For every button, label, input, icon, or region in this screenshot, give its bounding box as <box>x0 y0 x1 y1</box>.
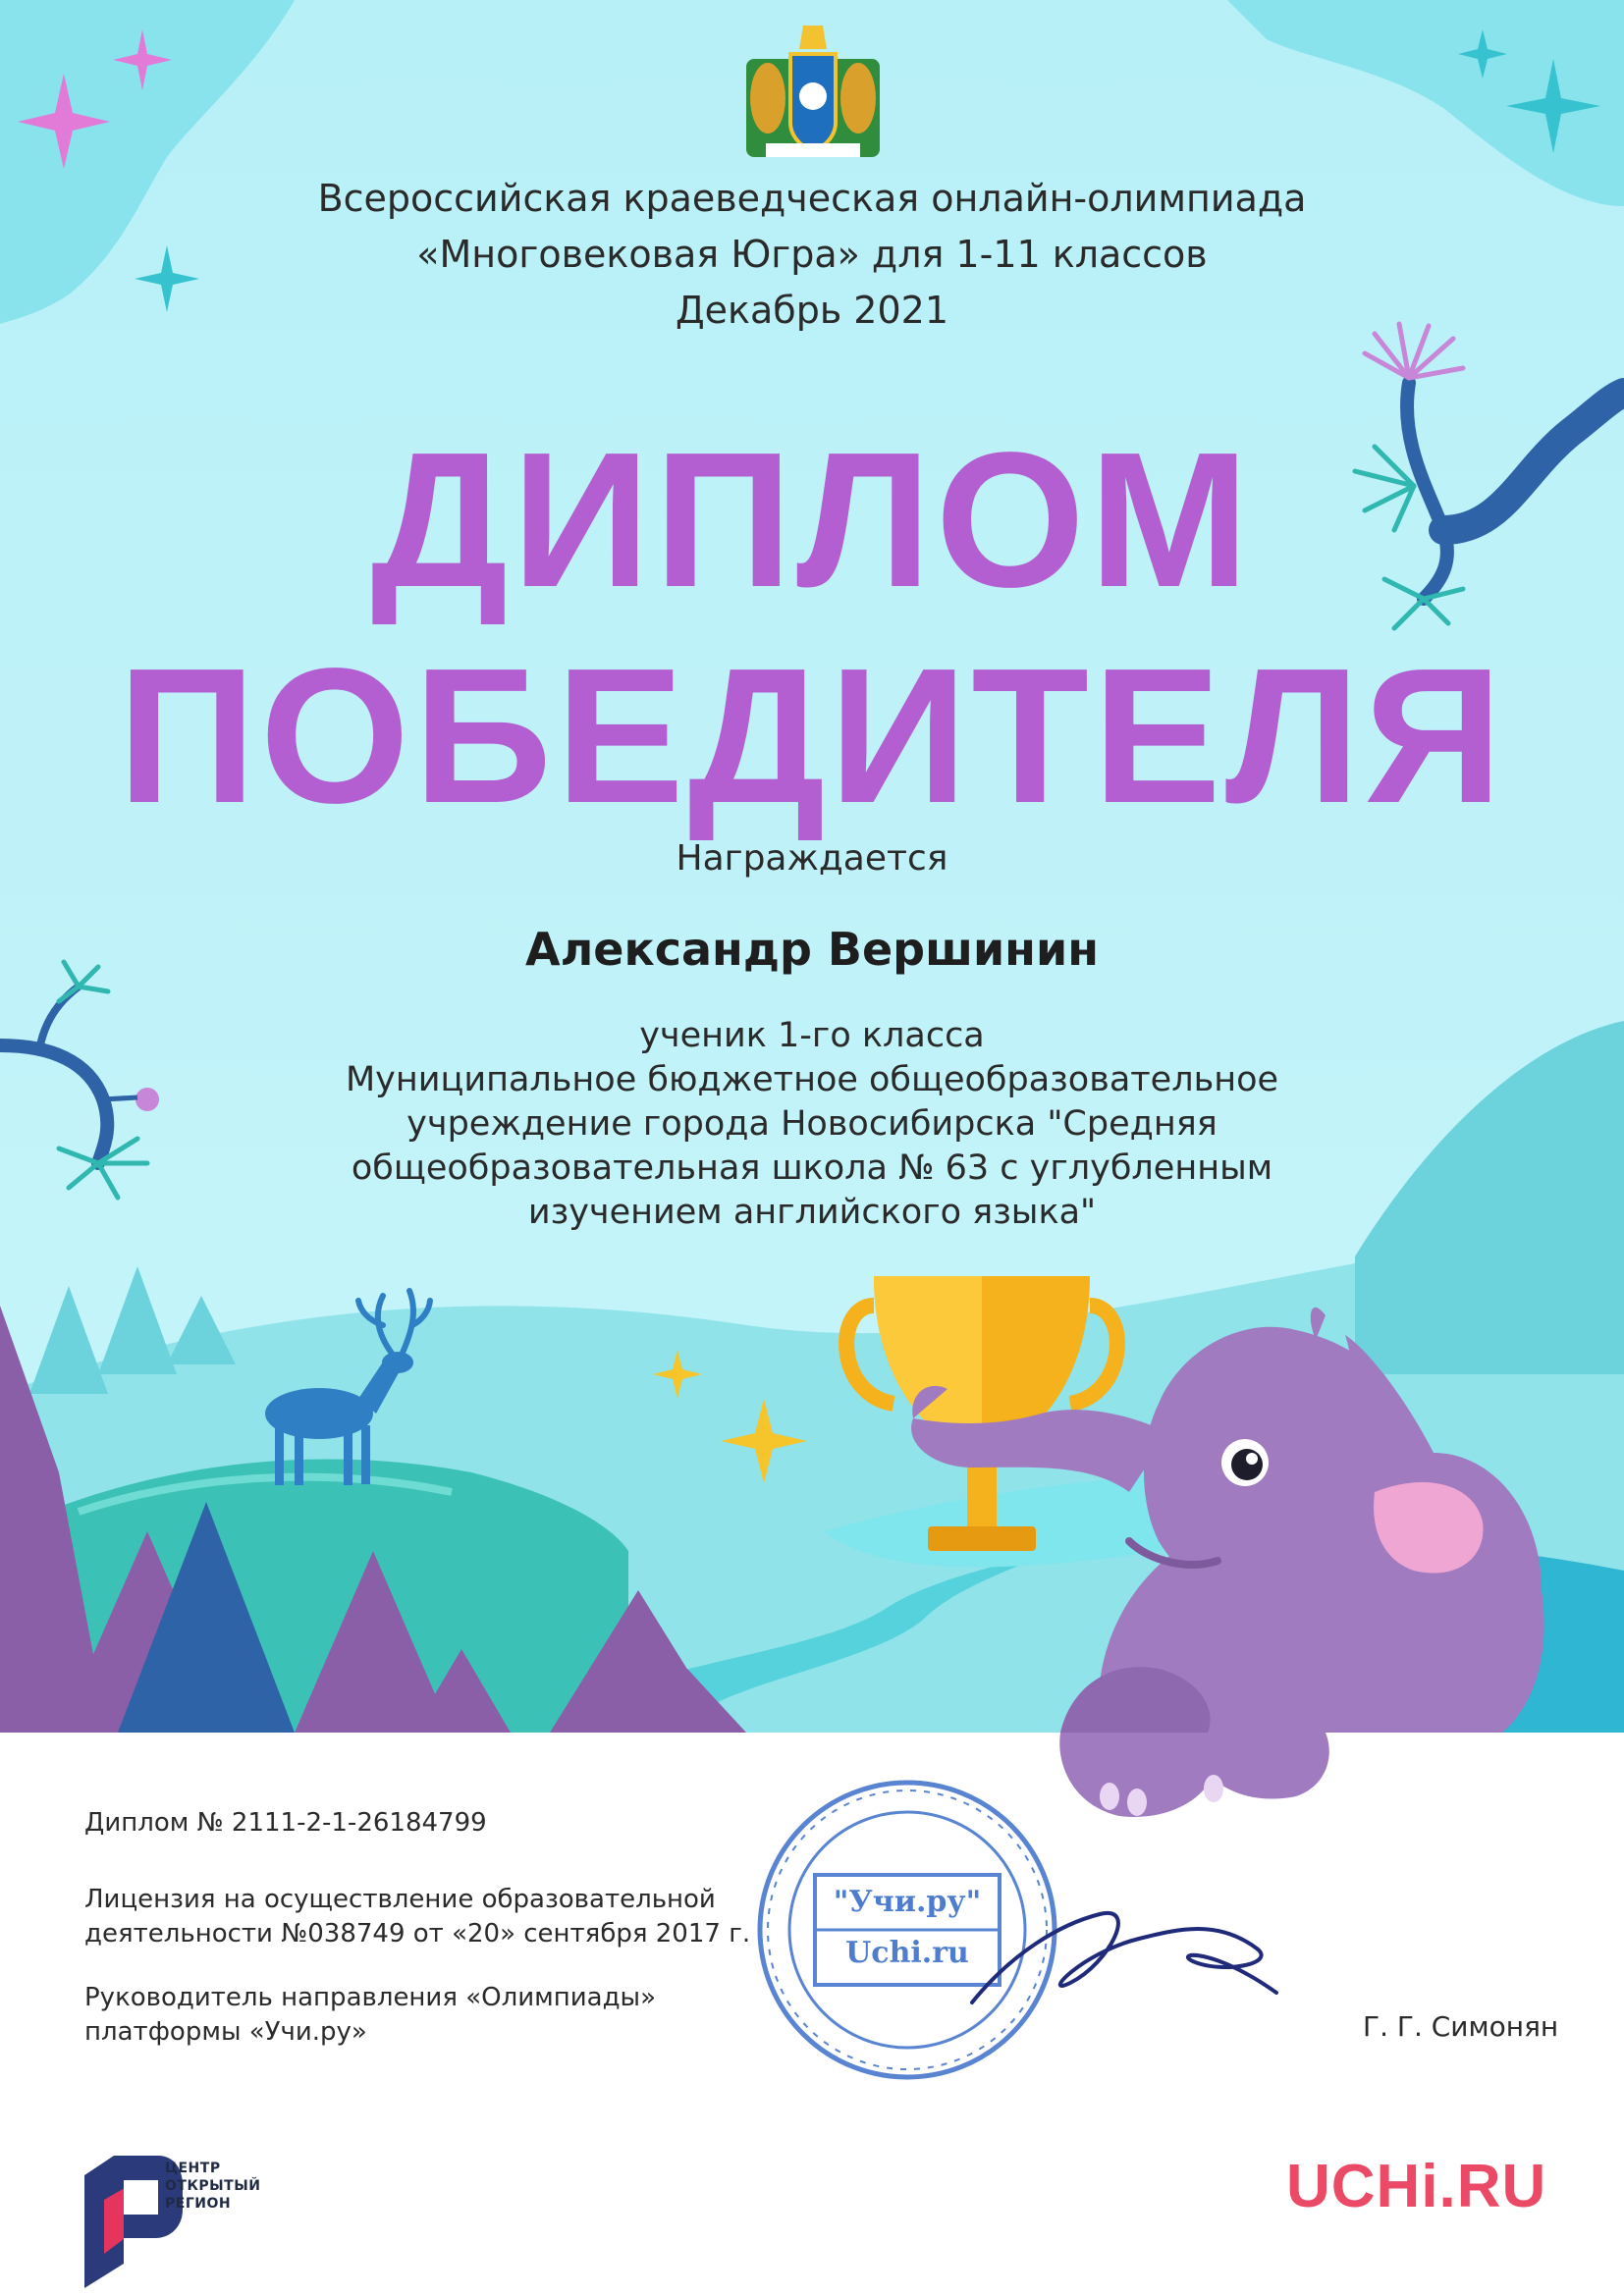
olympiad-title-line: Всероссийская краеведческая онлайн-олимпиада <box>317 177 1307 220</box>
school-line: Муниципальное бюджетное общеобразовательное <box>345 1060 1279 1099</box>
diploma-title-line1: ДИПЛОМ <box>370 412 1254 627</box>
license-line: деятельности №038749 от «20» сентября 2017 г. <box>84 1919 751 1949</box>
logo-word: РЕГИОН <box>165 2196 232 2212</box>
uchi-logo-icon: UCHi.RU <box>1286 2153 1547 2220</box>
signer-name: Г. Г. Симонян <box>1363 2010 1559 2043</box>
diploma-number: Диплом № 2111-2-1-26184799 <box>84 1808 487 1838</box>
olympiad-subtitle-line: «Многовековая Югра» для 1-11 классов <box>416 233 1208 276</box>
logo-word: ЦЕНТР <box>165 2161 221 2176</box>
stamp-name-ru: "Учи.ру" <box>833 1885 982 1919</box>
stamp-text <box>815 1877 1000 1979</box>
awarded-label: Награждается <box>676 838 948 879</box>
recipient-name: Александр Вершинин <box>525 923 1099 976</box>
logo-word: ОТКРЫТЫЙ <box>165 2178 261 2194</box>
open-region-logo-text <box>165 2160 260 2213</box>
diploma-title-line2: ПОБЕДИТЕЛЯ <box>117 628 1507 843</box>
olympiad-date: Декабрь 2021 <box>675 289 949 332</box>
stamp-name-en: Uchi.ru <box>845 1936 969 1970</box>
license-line: Лицензия на осуществление образовательной <box>84 1885 716 1914</box>
signer-role-line: Руководитель направления «Олимпиады» <box>84 1983 656 2012</box>
school-line: общеобразовательная школа № 63 с углубленным <box>351 1148 1273 1188</box>
signer-role-line: платформы «Учи.ру» <box>84 2017 367 2047</box>
recipient-grade: ученик 1-го класса <box>639 1016 985 1055</box>
school-line: учреждение города Новосибирска "Средняя <box>406 1104 1218 1144</box>
school-line: изучением английского языка" <box>527 1193 1097 1232</box>
